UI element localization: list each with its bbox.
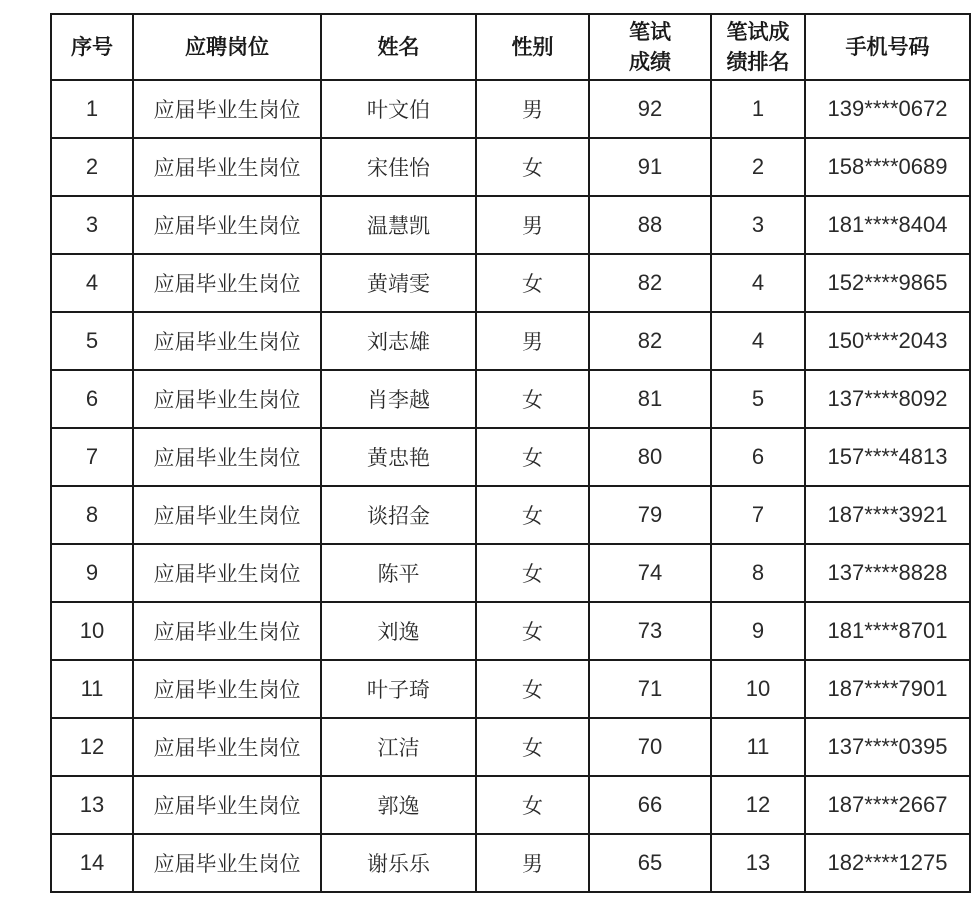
cell-position: 应届毕业生岗位 [133,370,321,428]
cell-written-rank: 6 [711,428,805,486]
table-row [51,834,970,892]
header-written-rank-line1: 笔试成 [726,20,790,44]
results-table [50,13,971,893]
cell-written-score: 66 [589,776,711,834]
cell-written-score: 81 [589,370,711,428]
cell-name: 谢乐乐 [321,834,476,892]
cell-written-score: 91 [589,138,711,196]
cell-written-score: 82 [589,254,711,312]
header-written-rank [711,14,805,80]
table-row [51,196,970,254]
cell-phone: 187****2667 [805,776,970,834]
cell-written-rank: 4 [711,312,805,370]
cell-name: 刘逸 [321,602,476,660]
cell-written-rank: 4 [711,254,805,312]
table-row [51,486,970,544]
cell-written-score: 73 [589,602,711,660]
table-row [51,80,970,138]
cell-written-rank: 10 [711,660,805,718]
table-row [51,428,970,486]
cell-written-score: 71 [589,660,711,718]
cell-position: 应届毕业生岗位 [133,254,321,312]
cell-written-score: 74 [589,544,711,602]
cell-position: 应届毕业生岗位 [133,196,321,254]
cell-name: 刘志雄 [321,312,476,370]
table-row [51,312,970,370]
cell-position: 应届毕业生岗位 [133,834,321,892]
table-row [51,718,970,776]
table-row [51,544,970,602]
header-written-score-line1: 笔试 [629,20,671,44]
cell-index: 9 [51,544,133,602]
cell-gender: 男 [476,80,589,138]
cell-position: 应届毕业生岗位 [133,312,321,370]
cell-written-score: 79 [589,486,711,544]
cell-position: 应届毕业生岗位 [133,544,321,602]
cell-gender: 女 [476,660,589,718]
cell-gender: 女 [476,776,589,834]
header-written-score-line2: 成绩 [629,50,671,74]
cell-written-score: 70 [589,718,711,776]
cell-name: 宋佳怡 [321,138,476,196]
cell-written-score: 88 [589,196,711,254]
cell-phone: 157****4813 [805,428,970,486]
cell-written-score: 82 [589,312,711,370]
cell-index: 7 [51,428,133,486]
header-position: 应聘岗位 [133,14,321,80]
cell-written-rank: 2 [711,138,805,196]
cell-written-rank: 5 [711,370,805,428]
cell-gender: 女 [476,718,589,776]
table-row [51,776,970,834]
cell-gender: 女 [476,428,589,486]
cell-gender: 男 [476,834,589,892]
cell-written-score: 92 [589,80,711,138]
cell-index: 14 [51,834,133,892]
cell-index: 8 [51,486,133,544]
table-header [51,14,970,80]
cell-phone: 152****9865 [805,254,970,312]
cell-name: 黄忠艳 [321,428,476,486]
cell-phone: 182****1275 [805,834,970,892]
table-body [51,80,970,892]
cell-position: 应届毕业生岗位 [133,602,321,660]
header-phone: 手机号码 [805,14,970,80]
table-row [51,254,970,312]
cell-gender: 女 [476,544,589,602]
cell-gender: 女 [476,254,589,312]
header-written-rank-line2: 绩排名 [726,50,790,74]
header-index: 序号 [51,14,133,80]
cell-position: 应届毕业生岗位 [133,718,321,776]
cell-name: 谈招金 [321,486,476,544]
cell-phone: 137****8828 [805,544,970,602]
cell-name: 叶子琦 [321,660,476,718]
cell-gender: 女 [476,370,589,428]
cell-phone: 181****8701 [805,602,970,660]
cell-index: 5 [51,312,133,370]
cell-gender: 男 [476,196,589,254]
cell-phone: 150****2043 [805,312,970,370]
cell-written-rank: 9 [711,602,805,660]
cell-written-score: 80 [589,428,711,486]
cell-phone: 187****3921 [805,486,970,544]
table-row [51,138,970,196]
header-written-score [589,14,711,80]
cell-index: 13 [51,776,133,834]
cell-name: 陈平 [321,544,476,602]
cell-phone: 158****0689 [805,138,970,196]
cell-gender: 女 [476,602,589,660]
cell-written-rank: 13 [711,834,805,892]
cell-written-rank: 8 [711,544,805,602]
header-row [51,14,970,80]
cell-name: 江洁 [321,718,476,776]
cell-index: 3 [51,196,133,254]
header-gender: 性别 [476,14,589,80]
table-row [51,602,970,660]
cell-position: 应届毕业生岗位 [133,138,321,196]
cell-phone: 137****0395 [805,718,970,776]
cell-name: 郭逸 [321,776,476,834]
cell-position: 应届毕业生岗位 [133,80,321,138]
cell-position: 应届毕业生岗位 [133,486,321,544]
cell-name: 肖李越 [321,370,476,428]
cell-name: 温慧凯 [321,196,476,254]
cell-index: 11 [51,660,133,718]
cell-phone: 139****0672 [805,80,970,138]
cell-name: 叶文伯 [321,80,476,138]
cell-gender: 男 [476,312,589,370]
table-row [51,370,970,428]
cell-name: 黄靖雯 [321,254,476,312]
cell-index: 12 [51,718,133,776]
cell-position: 应届毕业生岗位 [133,776,321,834]
cell-gender: 女 [476,138,589,196]
cell-index: 6 [51,370,133,428]
cell-phone: 181****8404 [805,196,970,254]
cell-written-rank: 1 [711,80,805,138]
cell-index: 1 [51,80,133,138]
cell-position: 应届毕业生岗位 [133,660,321,718]
header-name: 姓名 [321,14,476,80]
cell-written-rank: 12 [711,776,805,834]
cell-index: 10 [51,602,133,660]
cell-written-rank: 7 [711,486,805,544]
cell-written-rank: 11 [711,718,805,776]
cell-written-rank: 3 [711,196,805,254]
table-row [51,660,970,718]
cell-gender: 女 [476,486,589,544]
cell-phone: 137****8092 [805,370,970,428]
cell-written-score: 65 [589,834,711,892]
cell-index: 2 [51,138,133,196]
cell-index: 4 [51,254,133,312]
cell-position: 应届毕业生岗位 [133,428,321,486]
cell-phone: 187****7901 [805,660,970,718]
